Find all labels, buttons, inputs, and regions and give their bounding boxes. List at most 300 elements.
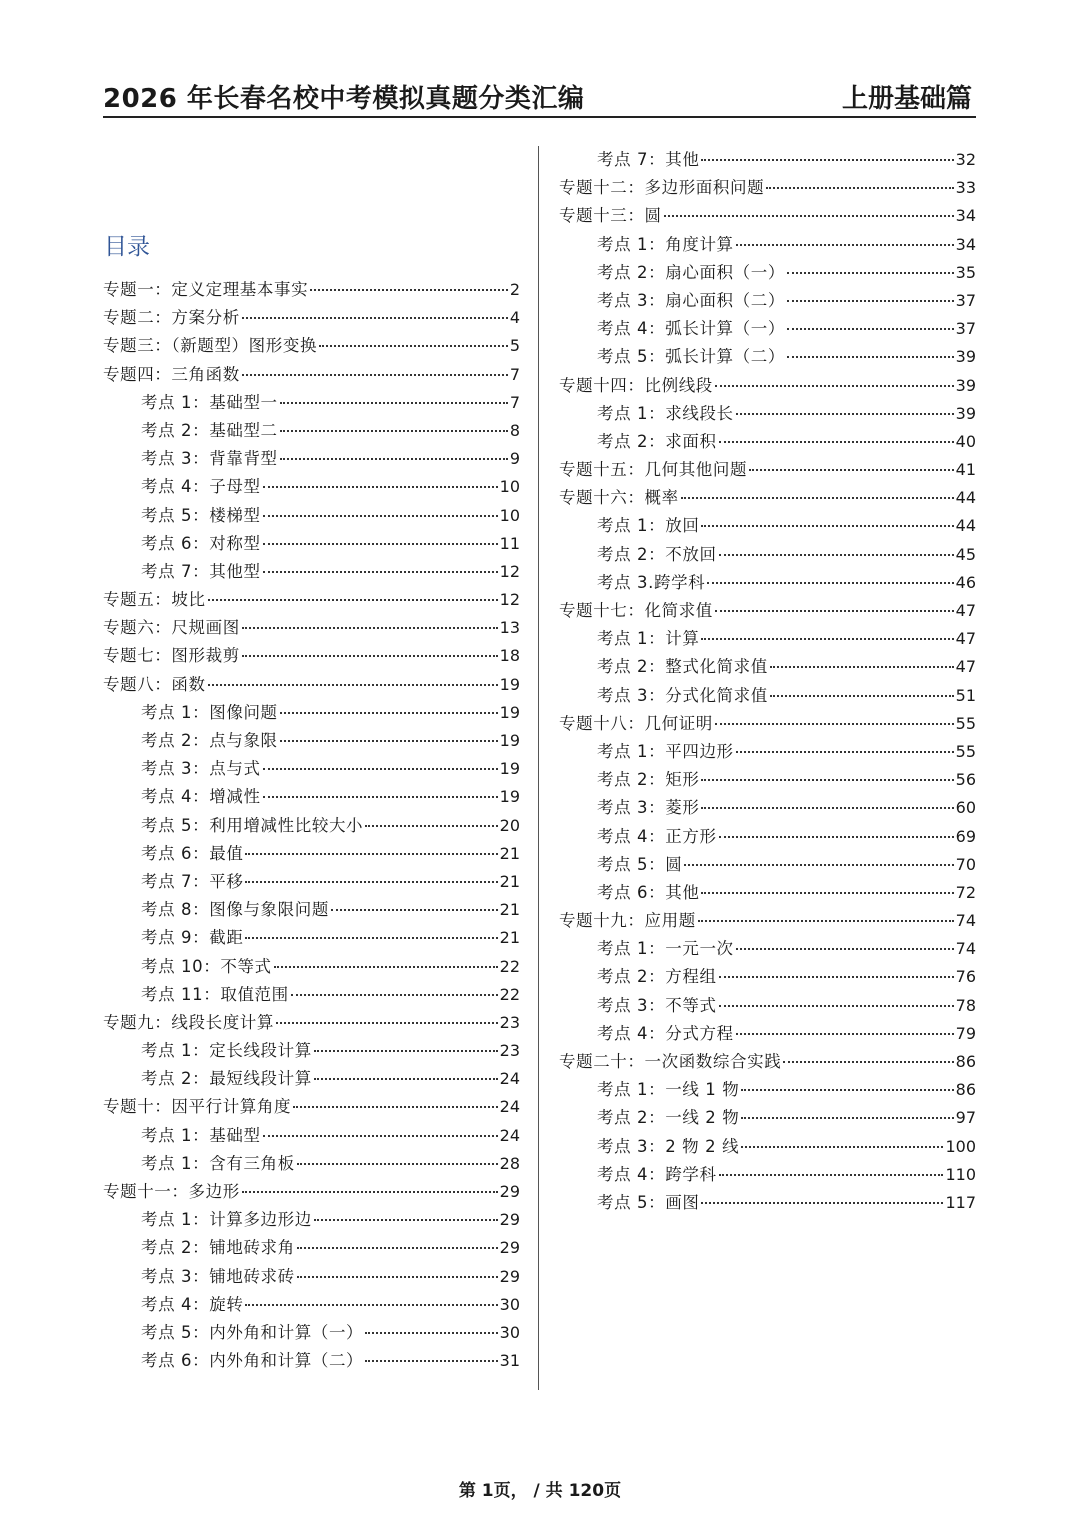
toc-subentry[interactable] (103, 1291, 520, 1319)
toc-page-number: 21 (499, 900, 520, 920)
dot-leader (770, 650, 954, 668)
dot-leader (242, 358, 508, 376)
toc-page-number: 19 (499, 702, 520, 722)
dot-leader (736, 735, 954, 753)
toc-entry[interactable] (103, 586, 520, 614)
toc-subentry[interactable] (559, 766, 976, 794)
toc-entry-label: 专题五：坡比 (103, 590, 206, 610)
toc-subentry[interactable] (103, 1319, 520, 1347)
toc-subentry[interactable] (103, 840, 520, 868)
toc-subentry[interactable] (103, 445, 520, 473)
toc-subentry[interactable] (103, 981, 520, 1009)
toc-subentry[interactable] (103, 1206, 520, 1234)
toc-entry[interactable] (103, 332, 520, 360)
dot-leader (263, 499, 498, 517)
toc-entry-label: 专题十三：圆 (559, 206, 662, 226)
dot-leader (263, 527, 498, 545)
toc-page-number: 21 (499, 871, 520, 891)
dot-leader (280, 696, 498, 714)
toc-page-number: 47 (955, 657, 976, 677)
dot-leader (719, 989, 954, 1007)
dot-leader (736, 1017, 954, 1035)
dot-leader (715, 369, 954, 387)
toc-subentry[interactable] (103, 812, 520, 840)
toc-page-number: 76 (955, 967, 976, 987)
dot-leader (698, 904, 954, 922)
toc-page-number: 45 (955, 544, 976, 564)
toc-entry[interactable] (559, 456, 976, 484)
toc-entry-label: 考点 8：图像与象限问题 (141, 900, 329, 920)
toc-entry-label: 考点 1：放回 (597, 516, 700, 536)
dot-leader (719, 1158, 944, 1176)
dot-leader (749, 453, 954, 471)
toc-page-number: 29 (499, 1182, 520, 1201)
toc-subentry[interactable] (559, 315, 976, 343)
toc-subentry[interactable] (559, 1076, 976, 1104)
dot-leader (242, 639, 498, 657)
toc-entry-label: 考点 10：不等式 (141, 956, 272, 976)
dot-leader (276, 1006, 498, 1024)
toc-subentry[interactable] (559, 400, 976, 428)
dot-leader (719, 820, 954, 838)
toc-entry-label: 考点 5：利用增减性比较大小 (141, 815, 364, 835)
toc-page-number: 47 (955, 629, 976, 649)
dot-leader (245, 1288, 497, 1306)
toc-entry[interactable] (103, 361, 520, 389)
toc-page-number: 20 (499, 815, 520, 835)
toc-entry-label: 考点 1：求线段长 (597, 403, 734, 423)
dot-leader (310, 273, 508, 291)
toc-subentry[interactable] (559, 879, 976, 907)
toc-entry[interactable] (103, 1093, 520, 1121)
toc-entry-label: 考点 1：一线 1 物 (597, 1080, 740, 1100)
toc-entry-label: 考点 2：扇心面积（一） (597, 262, 785, 282)
dot-leader (707, 566, 953, 584)
toc-entry-label: 考点 5：弧长计算（二） (597, 347, 785, 367)
toc-subentry[interactable] (103, 1347, 520, 1375)
toc-entry-label: 专题三：（新题型）图形变换 (103, 336, 318, 356)
toc-page-number: 23 (499, 1012, 520, 1032)
dot-leader (787, 340, 954, 358)
toc-page-number: 8 (509, 420, 520, 440)
toc-subentry[interactable] (559, 935, 976, 963)
dot-leader (297, 1231, 498, 1249)
toc-page-number: 110 (945, 1164, 976, 1184)
toc-entry-label: 考点 1：一元一次 (597, 939, 734, 959)
toc-subentry[interactable] (103, 924, 520, 952)
toc-entry-label: 专题十二：多边形面积问题 (559, 178, 765, 198)
toc-page-number: 72 (955, 882, 976, 902)
toc-subentry[interactable] (559, 287, 976, 315)
toc-subentry[interactable] (103, 389, 520, 417)
toc-entry-label: 专题七：图形裁剪 (103, 646, 240, 666)
dot-leader (208, 583, 498, 601)
toc-page-number: 7 (509, 364, 520, 384)
dot-leader (319, 329, 508, 347)
dot-leader (291, 978, 498, 996)
toc-page-number: 22 (499, 984, 520, 1004)
toc-entry[interactable] (103, 614, 520, 642)
toc-entry-label: 考点 2：一线 2 物 (597, 1108, 740, 1128)
toc-subentry[interactable] (559, 625, 976, 653)
toc-page-number: 44 (955, 488, 976, 508)
toc-entry-label: 专题十九：应用题 (559, 911, 696, 931)
toc-page-number: 86 (955, 1052, 976, 1071)
toc-page-number: 41 (955, 460, 976, 480)
toc-entry-label: 考点 4：正方形 (597, 826, 717, 846)
dot-leader (736, 228, 954, 246)
toc-entry[interactable] (103, 1178, 520, 1206)
toc-page-number: 21 (499, 843, 520, 863)
page-header (103, 76, 976, 118)
toc-entry-label: 考点 5：画图 (597, 1192, 700, 1212)
toc-subentry[interactable] (103, 699, 520, 727)
toc-entry-label: 考点 3：不等式 (597, 995, 717, 1015)
toc-subentry[interactable] (103, 1122, 520, 1150)
dot-leader (719, 538, 954, 556)
toc-subentry[interactable] (559, 1189, 976, 1217)
dot-leader (263, 1119, 498, 1137)
dot-leader (787, 312, 954, 330)
toc-page-number: 100 (945, 1136, 976, 1156)
toc-page-number: 78 (955, 995, 976, 1015)
toc-entry-label: 专题十五：几何其他问题 (559, 460, 748, 480)
dot-leader (208, 668, 498, 686)
dot-leader (245, 921, 497, 939)
toc-subentry[interactable] (559, 259, 976, 287)
toc-subentry[interactable] (559, 1161, 976, 1189)
toc-entry[interactable] (103, 1009, 520, 1037)
dot-leader (719, 425, 954, 443)
dot-leader (701, 143, 953, 161)
toc-subentry[interactable] (103, 783, 520, 811)
toc-entry-label: 考点 4：子母型 (141, 477, 261, 497)
toc-entry[interactable] (559, 174, 976, 202)
dot-leader (242, 611, 498, 629)
toc-entry[interactable] (103, 304, 520, 332)
toc-page-number: 46 (955, 572, 976, 592)
dot-leader (242, 301, 508, 319)
toc-entry-label: 专题十：因平行计算角度 (103, 1097, 292, 1117)
toc-page-number: 30 (499, 1322, 520, 1342)
dot-leader (736, 932, 954, 950)
dot-leader (280, 386, 508, 404)
toc-entry-label: 考点 2：最短线段计算 (141, 1069, 312, 1089)
dot-leader (314, 1203, 498, 1221)
dot-leader (664, 199, 954, 217)
toc-page-number: 86 (955, 1080, 976, 1100)
toc-page-number: 69 (955, 826, 976, 846)
toc-page-number: 32 (955, 150, 976, 169)
toc-page-number: 55 (955, 741, 976, 761)
toc-page-number: 60 (955, 798, 976, 818)
toc-page-number: 22 (499, 956, 520, 976)
dot-leader (331, 893, 498, 911)
toc-entry-label: 考点 2：求面积 (597, 431, 717, 451)
dot-leader (701, 622, 953, 640)
toc-entry-label: 考点 5：内外角和计算（一） (141, 1322, 364, 1342)
toc-entry-label: 考点 3：菱形 (597, 798, 700, 818)
toc-subentry[interactable] (103, 417, 520, 445)
toc-page-number: 19 (499, 731, 520, 750)
toc-entry[interactable] (559, 372, 976, 400)
dot-leader (787, 256, 954, 274)
toc-page-number: 2 (509, 280, 520, 299)
toc-entry-label: 考点 7：其他型 (141, 561, 261, 581)
toc-subentry[interactable] (559, 343, 976, 371)
toc-subentry[interactable] (103, 1263, 520, 1291)
toc-page-number: 51 (955, 685, 976, 705)
toc-entry-label: 专题十六：概率 (559, 488, 679, 508)
dot-leader (245, 865, 497, 883)
toc-subentry[interactable] (559, 1133, 976, 1161)
toc-entry-label: 专题十四：比例线段 (559, 375, 713, 395)
toc-entry-label: 专题二：方案分析 (103, 308, 240, 328)
toc-page-number: 39 (955, 375, 976, 395)
toc-entry-label: 考点 2：基础型二 (141, 420, 278, 440)
toc-entry-label: 考点 6：对称型 (141, 533, 261, 553)
toc-subentry[interactable] (559, 823, 976, 851)
dot-leader (365, 1344, 497, 1362)
dot-leader (770, 679, 954, 697)
toc-entry-label: 考点 1：含有三角板 (141, 1153, 295, 1173)
dot-leader (787, 284, 954, 302)
dot-leader (701, 509, 953, 527)
toc-page-number: 30 (499, 1294, 520, 1314)
toc-subentry[interactable] (103, 1234, 520, 1262)
toc-page-number: 74 (955, 939, 976, 959)
toc-entry-label: 考点 9：截距 (141, 928, 244, 948)
dot-leader (715, 707, 954, 725)
toc-entry-label: 专题二十：一次函数综合实践 (559, 1052, 782, 1071)
column-divider (538, 146, 539, 1390)
toc-entry-label: 考点 11：取值范围 (141, 984, 289, 1004)
toc-entry-label: 考点 3：点与式 (141, 759, 261, 779)
toc-page-number: 28 (499, 1153, 520, 1173)
toc-page-number: 40 (955, 431, 976, 451)
toc-subentry[interactable] (559, 794, 976, 822)
toc-entry-label: 专题十七：化简求值 (559, 601, 713, 620)
toc-subentry[interactable] (103, 530, 520, 558)
toc-subentry[interactable] (103, 868, 520, 896)
toc-subentry[interactable] (559, 1020, 976, 1048)
toc-entry[interactable] (103, 276, 520, 304)
dot-leader (314, 1062, 498, 1080)
toc-entry-label: 专题一：定义定理基本事实 (103, 280, 309, 299)
toc-entry-label: 考点 2：铺地砖求角 (141, 1238, 295, 1258)
toc-page-number: 79 (955, 1023, 976, 1043)
toc-subentry[interactable] (559, 851, 976, 879)
toc-subentry[interactable] (559, 231, 976, 259)
toc-page-number: 117 (945, 1192, 976, 1212)
toc-subentry[interactable] (559, 653, 976, 681)
toc-page-number: 29 (499, 1210, 520, 1230)
toc-page-number: 35 (955, 262, 976, 282)
toc-subentry[interactable] (559, 512, 976, 540)
toc-page-number: 13 (499, 618, 520, 638)
toc-entry-label: 考点 3.跨学科 (597, 572, 706, 592)
dot-leader (314, 1034, 498, 1052)
toc-entry-label: 考点 1：平四边形 (597, 741, 734, 761)
dot-leader (701, 876, 953, 894)
toc-entry-label: 考点 3：扇心面积（二） (597, 290, 785, 310)
toc-entry[interactable] (103, 642, 520, 670)
toc-entry-label: 考点 5：圆 (597, 854, 683, 874)
toc-entry-label: 考点 3：背靠背型 (141, 449, 278, 469)
toc-page-number: 39 (955, 403, 976, 423)
toc-subentry[interactable] (559, 738, 976, 766)
toc-entry-label: 考点 6：内外角和计算（二） (141, 1351, 364, 1371)
toc-subentry[interactable] (559, 428, 976, 456)
toc-page-number: 29 (499, 1238, 520, 1258)
toc-entry-label: 考点 1：基础型一 (141, 392, 278, 412)
toc-page-number: 19 (499, 759, 520, 779)
toc-page-number: 56 (955, 770, 976, 790)
toc-page-number: 44 (955, 516, 976, 536)
dot-leader (365, 809, 497, 827)
dot-leader (263, 752, 498, 770)
toc-entry-label: 考点 4：跨学科 (597, 1164, 717, 1184)
toc-subentry[interactable] (103, 727, 520, 755)
toc-entry-label: 专题十一：多边形 (103, 1182, 240, 1201)
toc-page-number: 7 (509, 392, 520, 412)
toc-page-number: 12 (499, 590, 520, 610)
toc-page-number: 33 (955, 178, 976, 198)
toc-entry-label: 考点 6：其他 (597, 882, 700, 902)
toc-entry-label: 考点 4：旋转 (141, 1294, 244, 1314)
toc-page-number: 24 (499, 1125, 520, 1145)
toc-entry[interactable] (559, 484, 976, 512)
dot-leader (242, 1175, 498, 1193)
toc-page-number: 24 (499, 1069, 520, 1089)
toc-subentry[interactable] (103, 473, 520, 501)
toc-page-number: 55 (955, 713, 976, 733)
dot-leader (263, 470, 498, 488)
toc-entry-label: 考点 1：计算多边形边 (141, 1210, 312, 1230)
toc-entry-label: 专题四：三角函数 (103, 364, 240, 384)
dot-leader (715, 594, 954, 612)
dot-leader (741, 1130, 943, 1148)
toc-page-number: 5 (509, 336, 520, 356)
toc-page-number: 11 (499, 533, 520, 553)
toc-subentry[interactable] (103, 755, 520, 783)
toc-subentry[interactable] (559, 963, 976, 991)
toc-page-number: 97 (955, 1108, 976, 1128)
dot-leader (263, 780, 498, 798)
toc-page-number: 24 (499, 1097, 520, 1117)
document-title: 2026 年长春名校中考模拟真题分类汇编 (103, 84, 585, 114)
toc-entry-label: 专题八：函数 (103, 674, 206, 694)
dot-leader (365, 1316, 497, 1334)
toc-entry[interactable] (559, 1048, 976, 1076)
dot-leader (719, 960, 954, 978)
dot-leader (766, 171, 953, 189)
toc-page-number: 21 (499, 928, 520, 948)
toc-entry-label: 考点 2：不放回 (597, 544, 717, 564)
toc-subentry[interactable] (103, 1150, 520, 1178)
toc-entry-label: 专题十八：几何证明 (559, 713, 713, 733)
toc-subentry[interactable] (103, 502, 520, 530)
toc-page-number: 23 (499, 1041, 520, 1061)
dot-leader (280, 414, 508, 432)
dot-leader (280, 724, 498, 742)
page-footer: 第 1页， / 共 120页 (458, 1481, 622, 1501)
toc-page-number: 19 (499, 787, 520, 807)
volume-label: 上册基础篇 (841, 84, 972, 114)
dot-leader (245, 837, 497, 855)
toc-entry-label: 考点 1：定长线段计算 (141, 1041, 312, 1061)
toc-subentry[interactable] (103, 1037, 520, 1065)
toc-entry-label: 考点 7：其他 (597, 150, 700, 169)
dot-leader (741, 1073, 953, 1091)
dot-leader (701, 763, 953, 781)
toc-entry-label: 考点 3：2 物 2 线 (597, 1136, 740, 1156)
dot-leader (274, 950, 498, 968)
toc-page-number: 9 (509, 449, 520, 469)
toc-subentry[interactable] (103, 1065, 520, 1093)
toc-entry[interactable] (559, 907, 976, 935)
toc-entry-label: 考点 1：基础型 (141, 1125, 261, 1145)
toc-page-number: 70 (955, 854, 976, 874)
toc-left-column (103, 276, 520, 1375)
dot-leader (741, 1101, 953, 1119)
toc-entry-label: 考点 2：矩形 (597, 770, 700, 790)
toc-right-column (559, 146, 976, 1217)
dot-leader (701, 1186, 943, 1204)
dot-leader (297, 1260, 498, 1278)
toc-subentry[interactable] (559, 1104, 976, 1132)
dot-leader (263, 555, 498, 573)
toc-page-number: 12 (499, 561, 520, 581)
toc-subentry[interactable] (103, 896, 520, 924)
dot-leader (293, 1090, 498, 1108)
toc-entry-label: 考点 2：整式化简求值 (597, 657, 768, 677)
toc-subentry[interactable] (559, 146, 976, 174)
toc-entry-label: 考点 3：分式化简求值 (597, 685, 768, 705)
toc-subentry[interactable] (103, 558, 520, 586)
dot-leader (280, 442, 508, 460)
dot-leader (783, 1045, 953, 1063)
toc-subentry[interactable] (559, 682, 976, 710)
toc-entry-label: 考点 3：铺地砖求砖 (141, 1266, 295, 1286)
toc-subentry[interactable] (559, 992, 976, 1020)
toc-entry-label: 考点 5：楼梯型 (141, 505, 261, 525)
dot-leader (681, 481, 954, 499)
toc-entry[interactable] (103, 671, 520, 699)
toc-page-number: 34 (955, 234, 976, 254)
toc-page-number: 4 (509, 308, 520, 328)
toc-entry-label: 考点 2：方程组 (597, 967, 717, 987)
toc-page-number: 37 (955, 290, 976, 310)
toc-entry-label: 考点 1：图像问题 (141, 702, 278, 722)
toc-entry-label: 专题六：尺规画图 (103, 618, 240, 638)
toc-page-number: 74 (955, 911, 976, 931)
toc-entry-label: 考点 1：计算 (597, 629, 700, 649)
toc-entry-label: 考点 4：弧长计算（一） (597, 319, 785, 339)
toc-subentry[interactable] (559, 541, 976, 569)
toc-page-number: 47 (955, 601, 976, 620)
toc-entry[interactable] (559, 710, 976, 738)
toc-subentry[interactable] (103, 953, 520, 981)
toc-page-number: 34 (955, 206, 976, 226)
dot-leader (701, 791, 953, 809)
toc-subentry[interactable] (559, 569, 976, 597)
toc-page-number: 29 (499, 1266, 520, 1286)
toc-entry[interactable] (559, 597, 976, 625)
toc-page-number: 31 (499, 1351, 520, 1371)
toc-entry-label: 考点 6：最值 (141, 843, 244, 863)
toc-entry[interactable] (559, 202, 976, 230)
